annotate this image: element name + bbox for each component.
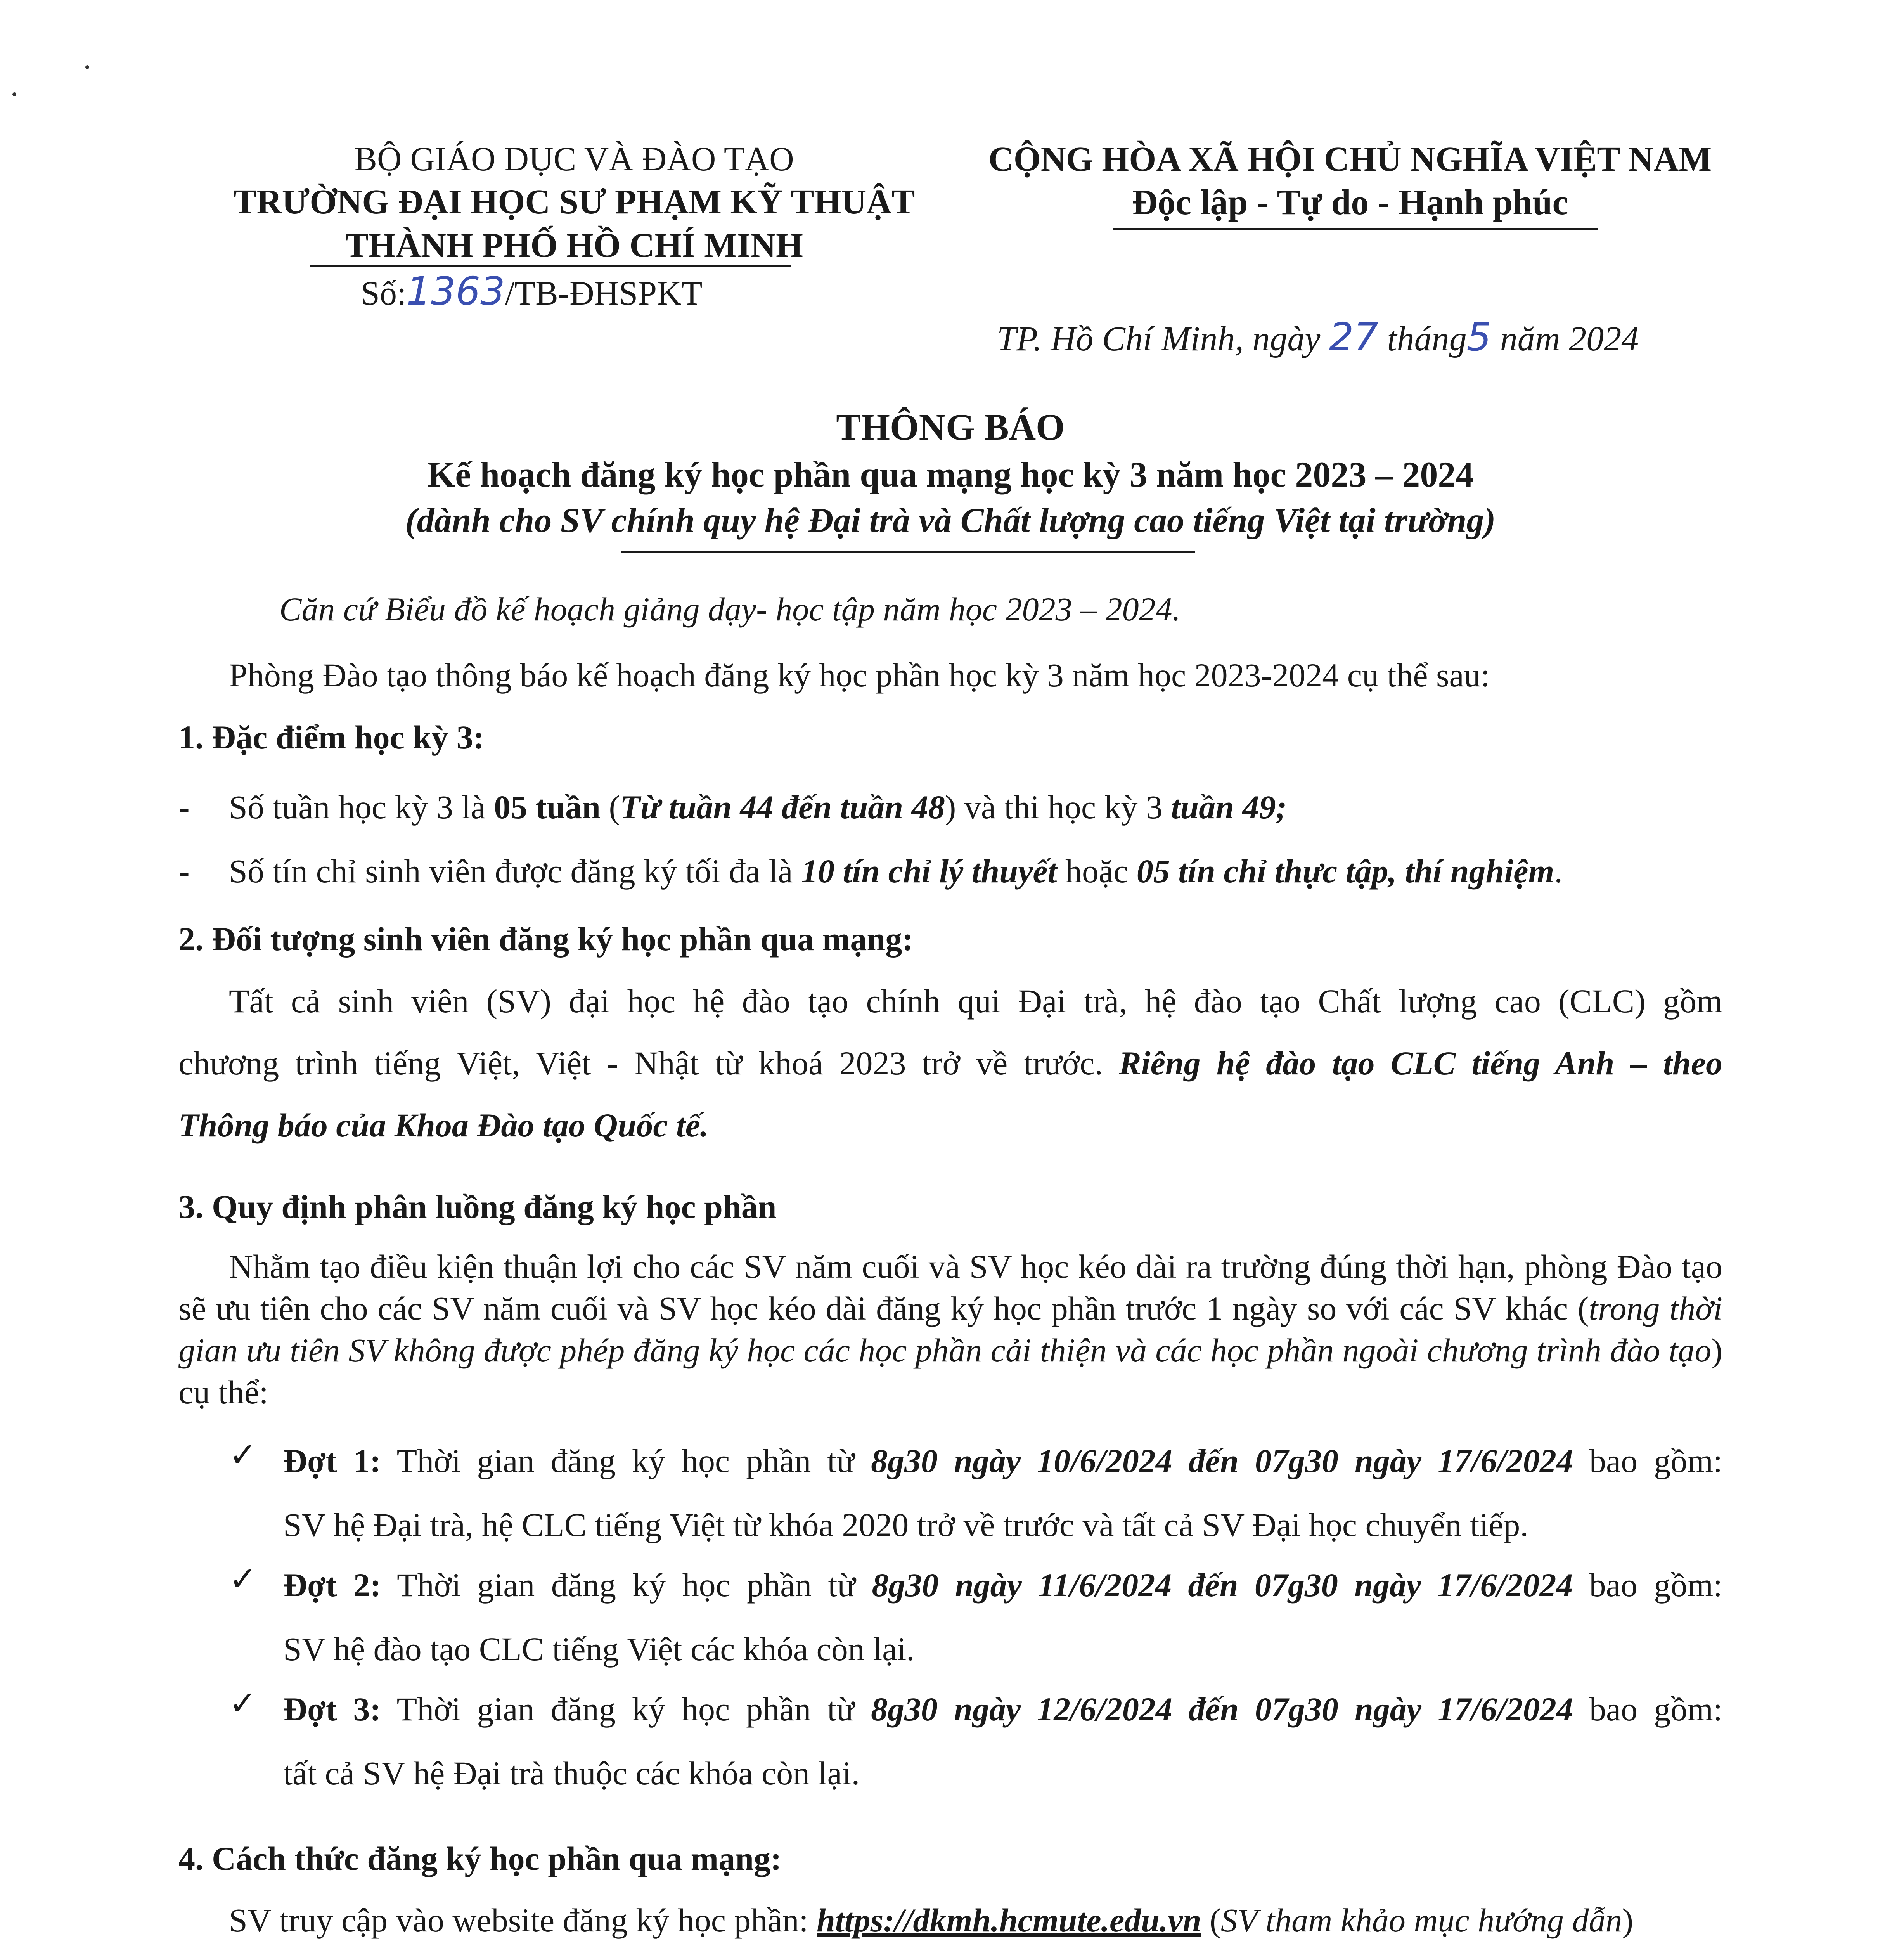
header-left-underline bbox=[310, 265, 791, 267]
header-right-underline bbox=[1113, 228, 1598, 230]
round-2-line-1: Đợt 2: Thời gian đăng ký học phần từ 8g30 ngày 11/6/2024 đến 07g30 ngày 17/6/2024 bao gồm: bbox=[283, 1566, 1722, 1604]
nation-name: CỘNG HÒA XÃ HỘI CHỦ NGHĨA VIỆT NAM bbox=[988, 140, 1712, 178]
date-day-handwritten: 27 bbox=[1329, 314, 1379, 360]
section-1-bullet-1: - Số tuần học kỳ 3 là 05 tuần (Từ tuần 44 đến tuần 48) và thi học kỳ 3 tuần 49; bbox=[178, 788, 1287, 826]
notice-title: THÔNG BÁO bbox=[836, 406, 1065, 448]
notice-subject: Kế hoạch đăng ký học phần qua mạng học kỳ 3 năm học 2023 – 2024 bbox=[427, 455, 1474, 494]
date-month-label: tháng bbox=[1387, 320, 1467, 358]
section-3-paragraph: Nhằm tạo điều kiện thuận lợi cho các SV năm cuối và SV học kéo dài ra trường đúng thời hạn, phòng Đào tạo sẽ ưu tiên cho các SV năm cuối và SV học kéo dài đăng ký học phần trước 1 ngày so với các SV khác (trong thời gian ưu tiên SV không được phép đăng ký học các học phần cải thiện và các học phần ngoài chương trình đào tạo) cụ thể: bbox=[178, 1248, 1722, 1411]
round-3-line-2: tất cả SV hệ Đại trà thuộc các khóa còn lại. bbox=[283, 1755, 860, 1792]
doc-number-prefix: Số: bbox=[361, 275, 407, 312]
nation-motto: Độc lập - Tự do - Hạnh phúc bbox=[1132, 182, 1568, 222]
scan-speck bbox=[12, 92, 16, 96]
section-1-bullet-2: - Số tín chỉ sinh viên được đăng ký tối đa là 10 tín chỉ lý thuyết hoặc 05 tín chỉ thực tập, thí nghiệm. bbox=[178, 852, 1563, 890]
doc-number-suffix: /TB-ĐHSPKT bbox=[505, 275, 703, 312]
section-2-heading: 2. Đối tượng sinh viên đăng ký học phần qua mạng: bbox=[178, 920, 913, 958]
section-2-line-1: Tất cả sinh viên (SV) đại học hệ đào tạo chính qui Đại trà, hệ đào tạo Chất lượng cao (CLC) gồm bbox=[229, 982, 1722, 1020]
section-2-line-3: Thông báo của Khoa Đào tạo Quốc tế. bbox=[178, 1107, 709, 1144]
registration-link[interactable]: https://dkmh.hcmute.edu.vn bbox=[817, 1902, 1201, 1939]
notice-audience: (dành cho SV chính quy hệ Đại trà và Chất lượng cao tiếng Việt tại trường) bbox=[405, 501, 1496, 540]
doc-number-handwritten: 1363 bbox=[406, 268, 505, 314]
date-line bbox=[997, 314, 1639, 360]
date-prefix: TP. Hồ Chí Minh, ngày bbox=[997, 320, 1321, 358]
section-4-access: SV truy cập vào website đăng ký học phần: https://dkmh.hcmute.edu.vn (SV tham khảo mục hướng dẫn) bbox=[229, 1902, 1634, 1939]
scan-speck bbox=[85, 65, 89, 69]
section-1-heading: 1. Đặc điểm học kỳ 3: bbox=[178, 719, 485, 756]
ministry-name: BỘ GIÁO DỤC VÀ ĐÀO TẠO bbox=[354, 140, 794, 178]
checkmark-icon: ✓ bbox=[229, 1436, 257, 1474]
document-number bbox=[361, 268, 788, 314]
intro-paragraph: Phòng Đào tạo thông báo kế hoạch đăng ký học phần học kỳ 3 năm học 2023-2024 cụ thể sau: bbox=[229, 656, 1490, 694]
round-1-line-1: Đợt 1: Thời gian đăng ký học phần từ 8g30 ngày 10/6/2024 đến 07g30 ngày 17/6/2024 bao gồm: bbox=[283, 1442, 1722, 1479]
legal-basis: Căn cứ Biểu đồ kế hoạch giảng dạy- học tập năm học 2023 – 2024. bbox=[279, 591, 1181, 628]
date-year: năm 2024 bbox=[1500, 320, 1639, 358]
title-underline bbox=[621, 551, 1195, 553]
university-name-line1: TRƯỜNG ĐẠI HỌC SƯ PHẠM KỸ THUẬT bbox=[233, 183, 915, 221]
checkmark-icon: ✓ bbox=[229, 1685, 257, 1722]
round-2-line-2: SV hệ đào tạo CLC tiếng Việt các khóa còn lại. bbox=[283, 1630, 915, 1668]
checkmark-icon: ✓ bbox=[229, 1561, 257, 1598]
date-month-handwritten: 5 bbox=[1466, 314, 1492, 360]
round-1-line-2: SV hệ Đại trà, hệ CLC tiếng Việt từ khóa 2020 trở về trước và tất cả SV Đại học chuyển tiếp. bbox=[283, 1506, 1528, 1543]
section-4-heading: 4. Cách thức đăng ký học phần qua mạng: bbox=[178, 1840, 782, 1877]
section-3-heading: 3. Quy định phân luồng đăng ký học phần bbox=[178, 1188, 777, 1225]
section-2-line-2: chương trình tiếng Việt, Việt - Nhật từ khoá 2023 trở về trước. Riêng hệ đào tạo CLC tiếng Anh – theo bbox=[178, 1044, 1722, 1082]
university-name-line2: THÀNH PHỐ HỒ CHÍ MINH bbox=[345, 226, 803, 265]
round-3-line-1: Đợt 3: Thời gian đăng ký học phần từ 8g30 ngày 12/6/2024 đến 07g30 ngày 17/6/2024 bao gồm: bbox=[283, 1691, 1722, 1728]
